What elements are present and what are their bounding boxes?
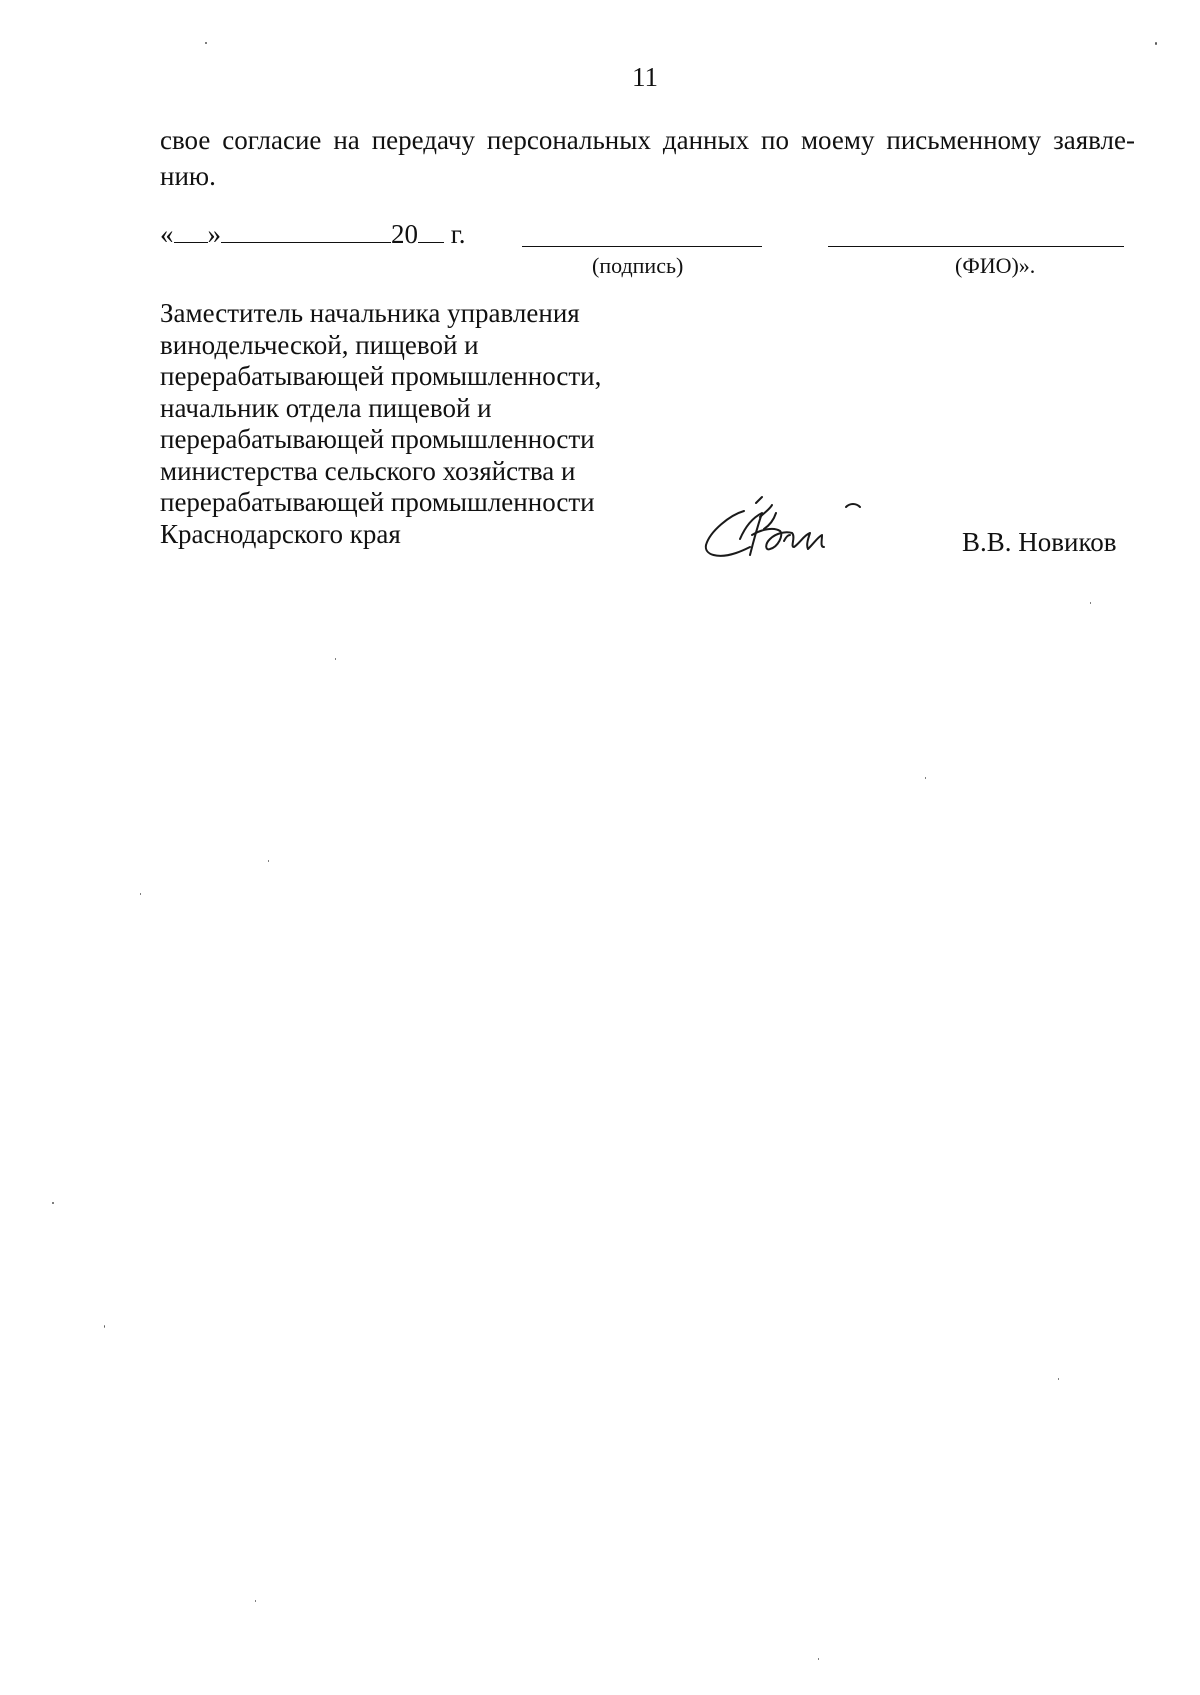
year-suffix: г.: [450, 219, 466, 249]
signature-caption: (подпись): [592, 253, 684, 278]
scan-speck: [255, 1600, 256, 1602]
scan-speck: [1155, 42, 1157, 45]
scan-speck: [268, 860, 269, 862]
year-blank: [418, 218, 444, 243]
consent-text-line-1: свое согласие на передачу персональных данных по моему письменному заявле-: [160, 125, 1135, 155]
month-blank: [221, 218, 391, 243]
scan-speck: [818, 1658, 819, 1660]
scan-speck: [1090, 602, 1091, 604]
date-quote-open: «: [160, 219, 174, 249]
day-blank: [174, 218, 208, 243]
position-line: перерабатывающей промышленности,: [160, 361, 602, 391]
scan-speck: [925, 777, 926, 779]
consent-text-line-2: нию.: [160, 161, 216, 191]
signatory-position: [160, 298, 601, 550]
position-line: винодельческой, пищевой и: [160, 329, 479, 360]
date-quote-close: »: [207, 219, 221, 249]
year-prefix: 20: [391, 219, 418, 249]
position-line: перерабатывающей промышленности: [160, 424, 595, 454]
position-line: начальник отдела пищевой и: [160, 392, 492, 423]
position-line: министерства сельского хозяйства и: [160, 455, 576, 486]
signature-blank-line: [522, 246, 762, 247]
signatory-name: В.В. Новиков: [962, 527, 1117, 557]
consent-paragraph: [160, 122, 1135, 194]
scan-speck: [140, 893, 141, 895]
scan-speck: [1058, 1378, 1059, 1380]
position-line: перерабатывающей промышленности: [160, 487, 595, 517]
scan-speck: [52, 1202, 54, 1204]
page-number: 11: [632, 62, 658, 92]
scan-speck: [335, 658, 336, 660]
full-name-blank-line: [828, 246, 1124, 247]
handwritten-signature: [700, 495, 870, 567]
full-name-caption: (ФИО)».: [955, 253, 1036, 278]
position-line: Заместитель начальника управления: [160, 298, 580, 328]
position-line: Краснодарского края: [160, 518, 401, 549]
scan-speck: [205, 42, 207, 44]
date-field: [160, 218, 466, 250]
scan-speck: [104, 1325, 105, 1328]
